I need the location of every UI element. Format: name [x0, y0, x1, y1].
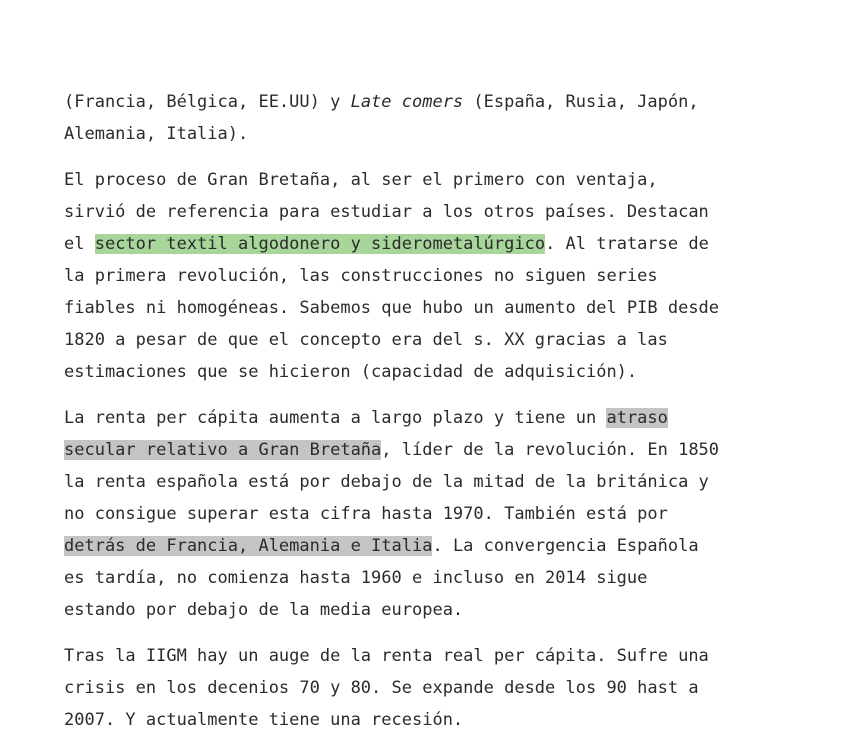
p3-gray-highlight-1b: secular relativo a Gran Bretaña [64, 440, 382, 460]
paragraph-4 [64, 640, 824, 736]
p1-italic-term: Late comers [350, 92, 464, 112]
p3-text-a: La renta per cápita aumenta a largo plazo y tiene un [64, 408, 607, 428]
p3-gray-highlight-1a: atraso [606, 408, 668, 428]
p1-text-a: (Francia, Bélgica, EE.UU) y [64, 92, 351, 112]
p2-text-a: El proceso de Gran Bretaña, al ser el primero con ventaja, sirvió de referencia para estudiar a los otros países. Destacan el [64, 170, 709, 254]
paragraph-1 [64, 86, 824, 150]
p2-green-highlight: sector textil algodonero y siderometalúrgico [94, 234, 546, 254]
p1-text-b: (España, Rusia, Japón, Alemania, Italia). [64, 92, 699, 144]
p3-text-c: . La convergencia Española es tardía, no comienza hasta 1960 e incluso en 2014 sigue estando por debajo de la media europea. [64, 536, 699, 620]
p2-text-b: . Al tratarse de la primera revolución, las construcciones no siguen series fiables ni homogéneas. Sabemos que hubo un aumento del PIB desde 1820 a pesar de que el concepto era del s. XX gracias a las estimaciones que se hicieron (capacidad de adquisición). [64, 234, 720, 382]
p3-gray-highlight-2: detrás de Francia, Alemania e Italia [64, 536, 433, 556]
document-page [64, 86, 824, 750]
p3-text-b: , líder de la revolución. En 1850 la renta española está por debajo de la mitad de la británica y no consigue superar esta cifra hasta 1970. También está por [64, 440, 720, 524]
paragraph-3 [64, 402, 824, 626]
p4-text: Tras la IIGM hay un auge de la renta real per cápita. Sufre una crisis en los decenios 70 y 80. Se expande desde los 90 hast a 2007. Y actualmente tiene una recesión. [64, 646, 709, 730]
paragraph-2 [64, 164, 824, 388]
